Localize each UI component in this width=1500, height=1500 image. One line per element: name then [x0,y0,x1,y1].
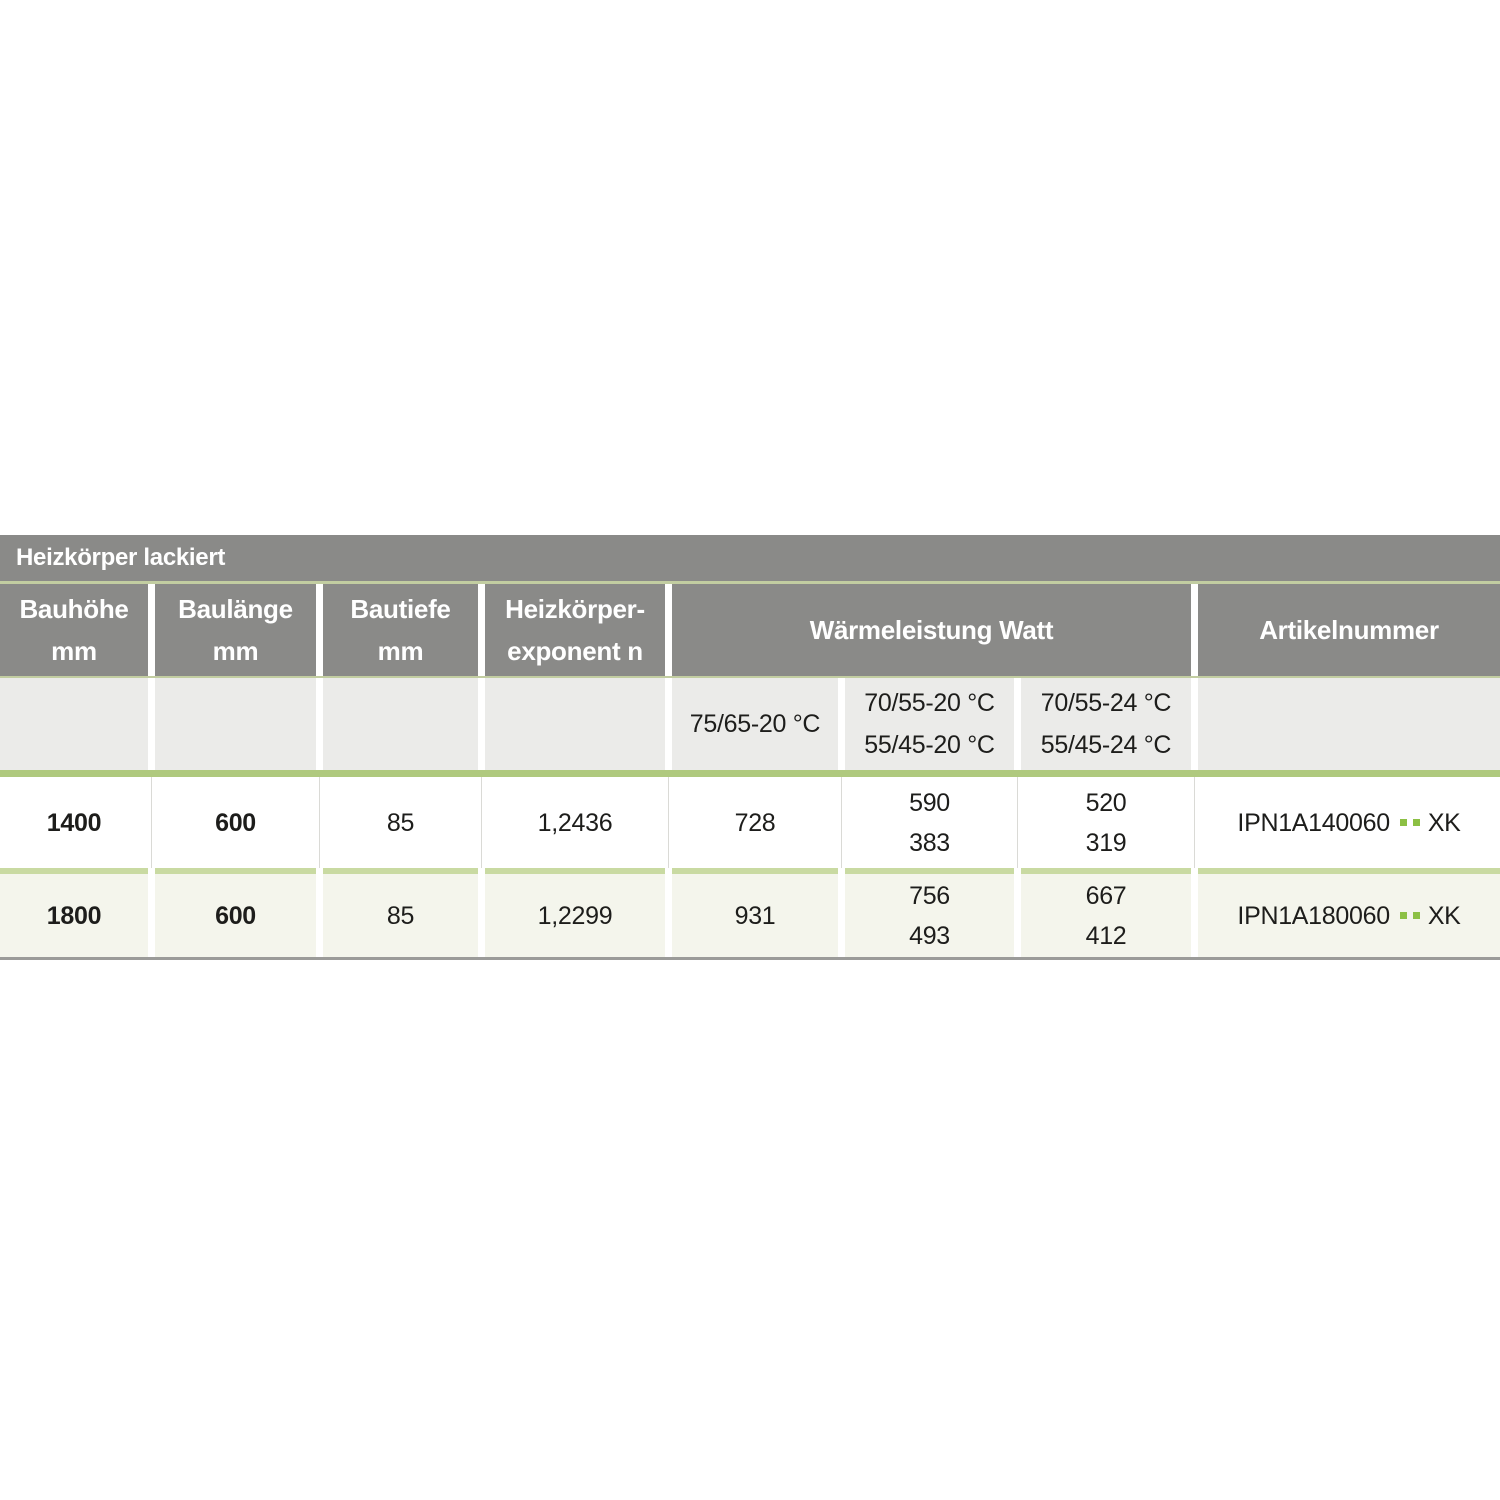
subheader-empty [323,678,478,770]
cell-watt-24 [1021,777,1191,868]
cell-artikelnummer [1198,777,1500,868]
cell-bauhoehe: 1800 [0,868,148,957]
temp-condition: 70/55-20 °C [864,689,995,717]
watt-value: 383 [909,828,950,857]
column-header-name: Bauhöhe [19,594,129,624]
cell-artikelnummer [1198,868,1500,957]
subheader-temp-7055-24 [1021,678,1191,770]
column-header-artikelnummer [1198,584,1500,676]
temp-condition: 55/45-20 °C [864,731,995,759]
watt-value: 319 [1085,828,1127,857]
placeholder-dot-icon [1413,819,1420,826]
subheader-empty [485,678,665,770]
column-header-unit: mm [212,636,259,666]
column-header-bauhoehe [0,584,148,676]
watt-value: 590 [909,788,950,817]
cell-exponent: 1,2436 [485,777,665,868]
table-title-bar [0,535,1500,581]
placeholder-dot-icon [1400,819,1407,826]
column-header-exponent [485,584,665,676]
artikel-code: IPN1A180060 [1237,901,1390,930]
column-header-bautiefe [323,584,478,676]
watt-value: 412 [1085,921,1127,950]
cell-baulaenge: 600 [155,868,316,957]
column-header-name: Baulänge [178,594,293,624]
column-header-name: Heizkörper- [505,594,645,624]
subheader-empty [155,678,316,770]
subheader-temp-7565 [672,678,838,770]
artikel-code: IPN1A140060 [1237,808,1390,837]
cell-watt-20 [845,777,1014,868]
column-header-name: Wärmeleistung Watt [809,615,1054,645]
subheader-empty [1198,678,1500,770]
column-header-waermeleistung [672,584,1191,676]
column-header-name: Artikelnummer [1259,615,1439,645]
artikel-suffix: XK [1427,901,1461,930]
artikel-suffix: XK [1427,808,1461,837]
column-header-baulaenge [155,584,316,676]
cell-watt-7565: 728 [672,777,838,868]
cell-watt-20 [845,868,1014,957]
cell-watt-24 [1021,868,1191,957]
column-header-unit: exponent n [507,636,643,666]
column-header-unit: mm [377,636,424,666]
column-header-unit: mm [51,636,97,666]
cell-watt-7565: 931 [672,868,838,957]
temp-condition: 70/55-24 °C [1040,689,1172,717]
column-header-name: Bautiefe [350,594,451,624]
watt-value: 756 [909,881,950,910]
placeholder-dot-icon [1400,912,1407,919]
table-title: Heizkörper lackiert [16,544,226,571]
placeholder-dot-icon [1413,912,1420,919]
subheader-temp-7055-20 [845,678,1014,770]
temp-condition: 55/45-24 °C [1040,731,1172,759]
cell-bautiefe: 85 [323,868,478,957]
subheader-empty [0,678,148,770]
watt-value: 493 [909,921,950,950]
cell-bauhoehe: 1400 [0,777,148,868]
watt-value: 667 [1085,881,1127,910]
temp-condition: 75/65-20 °C [689,710,821,738]
cell-baulaenge: 600 [155,777,316,868]
radiator-spec-table [0,535,1500,960]
divider-gray-bottom [0,957,1500,960]
watt-value: 520 [1085,788,1127,817]
cell-exponent: 1,2299 [485,868,665,957]
divider-green-band [0,770,1500,777]
cell-bautiefe: 85 [323,777,478,868]
